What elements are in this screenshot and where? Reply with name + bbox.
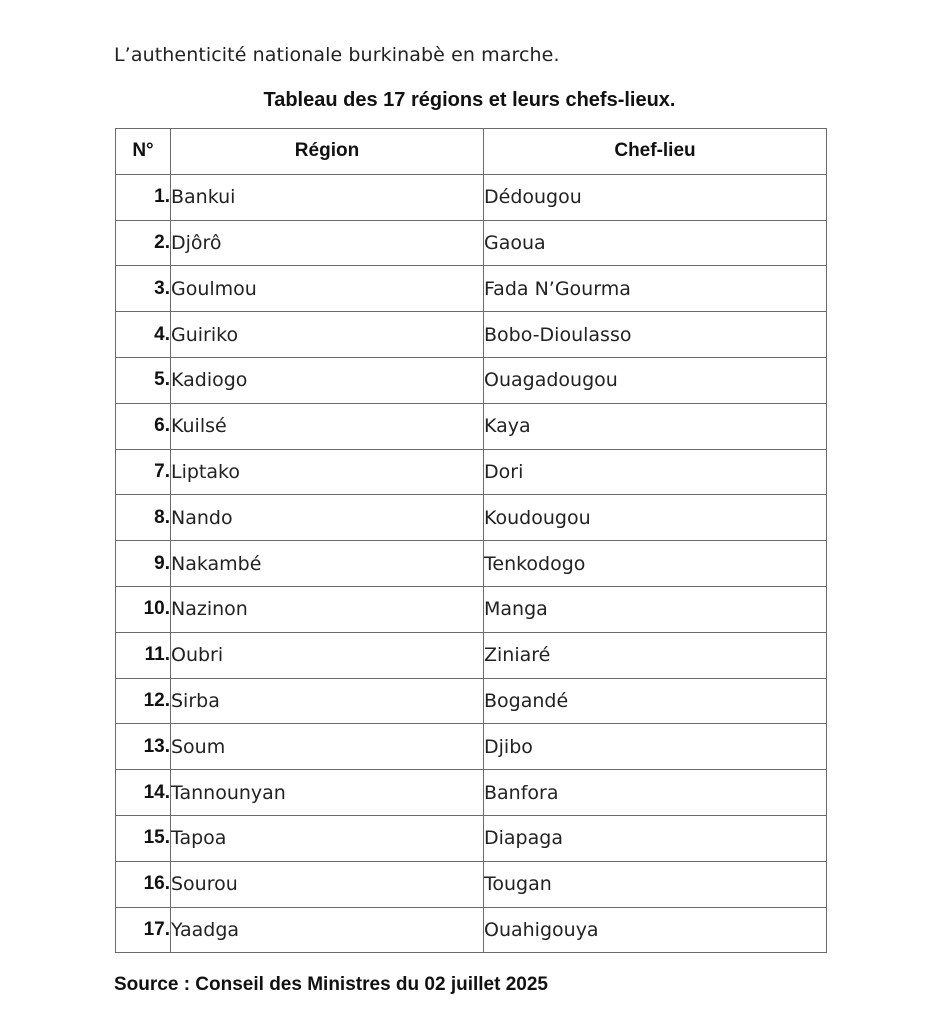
- row-chef-lieu: Bobo-Dioulasso: [484, 312, 827, 358]
- row-num: 12.: [116, 678, 171, 724]
- table-row: [116, 586, 827, 632]
- row-region: Liptako: [171, 449, 484, 495]
- row-num: 8.: [116, 495, 171, 541]
- header-num: N°: [116, 129, 171, 175]
- table-row: [116, 220, 827, 266]
- row-region: Soum: [171, 724, 484, 770]
- row-region: Kadiogo: [171, 357, 484, 403]
- row-chef-lieu: Diapaga: [484, 815, 827, 861]
- row-chef-lieu: Ziniaré: [484, 632, 827, 678]
- table-title: Tableau des 17 régions et leurs chefs-lieux.: [263, 89, 676, 111]
- row-region: Kuilsé: [171, 403, 484, 449]
- row-num: 11.: [116, 632, 171, 678]
- row-chef-lieu: Tougan: [484, 861, 827, 907]
- row-num: 2.: [116, 220, 171, 266]
- row-chef-lieu: Banfora: [484, 770, 827, 816]
- row-num: 9.: [116, 541, 171, 587]
- intro-text: L’authenticité nationale burkinabè en marche.: [114, 44, 560, 66]
- row-region: Bankui: [171, 174, 484, 220]
- header-chef-lieu: Chef-lieu: [484, 129, 827, 175]
- row-num: 17.: [116, 907, 171, 953]
- table-row: [116, 815, 827, 861]
- regions-table: [115, 128, 827, 953]
- row-chef-lieu: Gaoua: [484, 220, 827, 266]
- row-region: Sourou: [171, 861, 484, 907]
- table-row: [116, 770, 827, 816]
- row-num: 1.: [116, 174, 171, 220]
- table-row: [116, 266, 827, 312]
- table-row: [116, 541, 827, 587]
- row-chef-lieu: Ouahigouya: [484, 907, 827, 953]
- row-chef-lieu: Dori: [484, 449, 827, 495]
- row-region: Oubri: [171, 632, 484, 678]
- table-row: [116, 495, 827, 541]
- row-num: 15.: [116, 815, 171, 861]
- row-num: 7.: [116, 449, 171, 495]
- row-chef-lieu: Dédougou: [484, 174, 827, 220]
- row-region: Sirba: [171, 678, 484, 724]
- row-num: 6.: [116, 403, 171, 449]
- table-row: [116, 357, 827, 403]
- row-chef-lieu: Tenkodogo: [484, 541, 827, 587]
- table-row: [116, 678, 827, 724]
- header-region: Région: [171, 129, 484, 175]
- row-num: 3.: [116, 266, 171, 312]
- row-region: Yaadga: [171, 907, 484, 953]
- row-chef-lieu: Manga: [484, 586, 827, 632]
- table-row: [116, 403, 827, 449]
- table-row: [116, 907, 827, 953]
- row-region: Tapoa: [171, 815, 484, 861]
- table-row: [116, 861, 827, 907]
- row-region: Djôrô: [171, 220, 484, 266]
- row-num: 10.: [116, 586, 171, 632]
- source-note: Source : Conseil des Ministres du 02 juillet 2025: [114, 974, 548, 995]
- row-chef-lieu: Ouagadougou: [484, 357, 827, 403]
- table-row: [116, 312, 827, 358]
- row-chef-lieu: Djibo: [484, 724, 827, 770]
- table-row: [116, 174, 827, 220]
- row-num: 13.: [116, 724, 171, 770]
- row-num: 5.: [116, 357, 171, 403]
- row-chef-lieu: Bogandé: [484, 678, 827, 724]
- table-header-row: [116, 129, 827, 175]
- row-region: Tannounyan: [171, 770, 484, 816]
- table-row: [116, 449, 827, 495]
- row-chef-lieu: Kaya: [484, 403, 827, 449]
- table-row: [116, 632, 827, 678]
- row-region: Goulmou: [171, 266, 484, 312]
- table-row: [116, 724, 827, 770]
- row-region: Nando: [171, 495, 484, 541]
- row-region: Guiriko: [171, 312, 484, 358]
- row-region: Nakambé: [171, 541, 484, 587]
- row-num: 14.: [116, 770, 171, 816]
- row-chef-lieu: Koudougou: [484, 495, 827, 541]
- row-num: 16.: [116, 861, 171, 907]
- row-num: 4.: [116, 312, 171, 358]
- row-chef-lieu: Fada N’Gourma: [484, 266, 827, 312]
- row-region: Nazinon: [171, 586, 484, 632]
